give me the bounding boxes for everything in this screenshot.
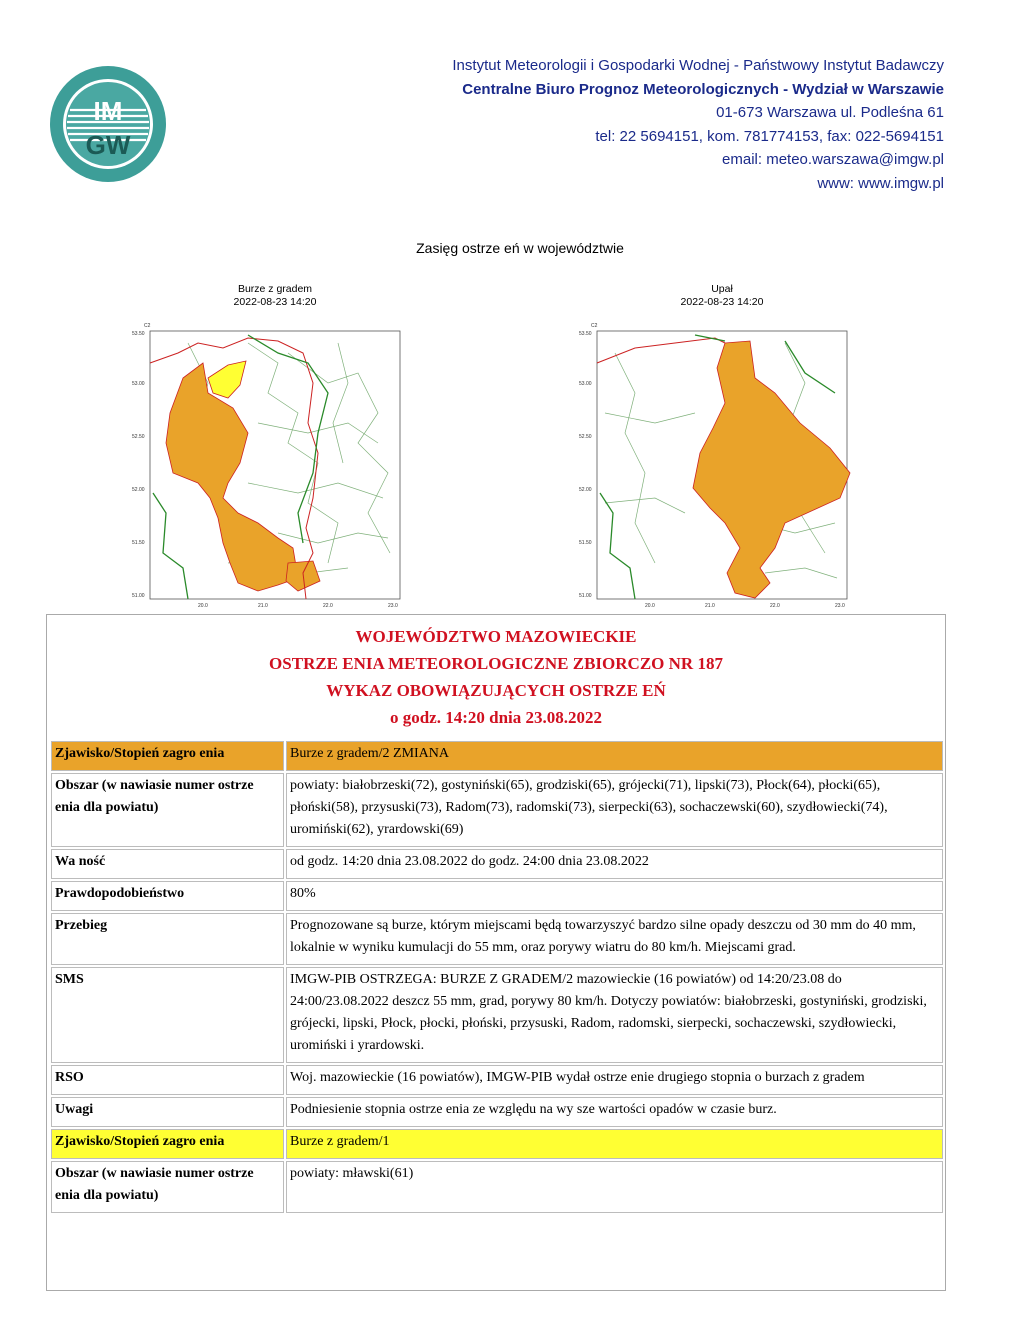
- svg-text:53.50: 53.50: [579, 331, 592, 337]
- svg-text:51.50: 51.50: [579, 540, 592, 546]
- svg-text:C2: C2: [591, 323, 598, 329]
- table-row: [51, 1097, 943, 1127]
- svg-text:C2: C2: [144, 323, 151, 329]
- svg-text:20.0: 20.0: [198, 603, 208, 609]
- website: www: www.imgw.pl: [817, 174, 944, 192]
- document-title: [47, 623, 945, 731]
- svg-text:53.00: 53.00: [132, 381, 145, 387]
- svg-text:22.0: 22.0: [770, 603, 780, 609]
- svg-text:23.0: 23.0: [388, 603, 398, 609]
- table-row: [51, 913, 943, 965]
- email: email: meteo.warszawa@imgw.pl: [722, 151, 944, 168]
- svg-text:51.00: 51.00: [132, 593, 145, 599]
- svg-text:21.0: 21.0: [705, 603, 715, 609]
- map-upal-graphic: [575, 323, 855, 613]
- svg-text:52.00: 52.00: [132, 487, 145, 493]
- table-row: [51, 1161, 943, 1213]
- table-row: [51, 967, 943, 1063]
- svg-text:51.00: 51.00: [579, 593, 592, 599]
- row-label: Obszar (w nawiasie numer ostrze enia dla powiatu): [51, 773, 284, 847]
- svg-text:53.00: 53.00: [579, 381, 592, 387]
- row-value: 80%: [286, 881, 943, 911]
- row-value: Prognozowane są burze, którym miejscami będą towarzyszyć bardzo silne opady deszczu od 30 mm do 40 mm, lokalnie w wyniku kumulacji do 55 mm, oraz porywy wiatru do 80 km/h. Miejscami grad.: [286, 913, 943, 965]
- address: 01-673 Warszawa ul. Podleśna 61: [716, 104, 944, 121]
- svg-text:52.50: 52.50: [579, 434, 592, 440]
- row-value: IMGW-PIB OSTRZEGA: BURZE Z GRADEM/2 mazowieckie (16 powiatów) od 14:20/23.08 do 24:00/23.08.2022 deszcz 55 mm, grad, porywy 80 km/h. Dotyczy powiatów: białobrzeski, gostyniński, grodziski, grójecki, lipski, Płock, płocki, płoński, przysuski, Radom, radomski, sierpecki, sochaczewski, szydłowiecki, uromiński i yrardowski.: [286, 967, 943, 1063]
- imgw-logo-graphic: [48, 64, 168, 184]
- svg-text:21.0: 21.0: [258, 603, 268, 609]
- svg-text:20.0: 20.0: [645, 603, 655, 609]
- svg-text:52.00: 52.00: [579, 487, 592, 493]
- svg-text:23.0: 23.0: [835, 603, 845, 609]
- title-line: o godz. 14:20 dnia 23.08.2022: [389, 708, 603, 727]
- row-value: od godz. 14:20 dnia 23.08.2022 do godz. 24:00 dnia 23.08.2022: [286, 849, 943, 879]
- map-title: Burze z gradem: [237, 283, 313, 295]
- institute-header: [452, 54, 944, 195]
- table-row: [51, 1065, 943, 1095]
- svg-text:52.50: 52.50: [132, 434, 145, 440]
- row-label: Zjawisko/Stopień zagro enia: [51, 1129, 284, 1159]
- row-label: Wa ność: [51, 849, 284, 879]
- row-value: powiaty: białobrzeski(72), gostyniński(65), grodziski(65), grójecki(71), lipski(73), Płock(64), płocki(65), płoński(58), przysuski(73), Radom(73), radomski(73), sierpecki(63), sochaczewski(60), szydłowiecki(74), uromiński(62), yrardowski(69): [286, 773, 943, 847]
- svg-text:51.50: 51.50: [132, 540, 145, 546]
- phone: tel: 22 5694151, kom. 781774153, fax: 022-5694151: [595, 127, 944, 145]
- table-row: [51, 741, 943, 771]
- row-value: Woj. mazowieckie (16 powiatów), IMGW-PIB wydał ostrze enie drugiego stopnia o burzach z gradem: [286, 1065, 943, 1095]
- row-label: RSO: [51, 1065, 284, 1095]
- svg-text:GW: GW: [85, 130, 131, 160]
- imgw-logo: [48, 64, 168, 184]
- map-title: Upał: [711, 283, 733, 295]
- bureau-name: Centralne Biuro Prognoz Meteorologicznych - Wydział w Warszawie: [462, 80, 944, 98]
- row-value: Podniesienie stopnia ostrze enia ze względu na wy sze wartości opadów w czasie burz.: [286, 1097, 943, 1127]
- svg-text:53.50: 53.50: [132, 331, 145, 337]
- row-value: Burze z gradem/2 ZMIANA: [286, 741, 943, 771]
- table-row: [51, 881, 943, 911]
- row-value: powiaty: mławski(61): [286, 1161, 943, 1213]
- map-upal: [575, 283, 855, 613]
- table-row: [51, 1129, 943, 1159]
- row-label: Uwagi: [51, 1097, 284, 1127]
- table-row: [51, 773, 943, 847]
- title-line: WYKAZ OBOWIĄZUJĄCYCH OSTRZE EŃ: [326, 681, 666, 700]
- svg-text:22.0: 22.0: [323, 603, 333, 609]
- row-label: Obszar (w nawiasie numer ostrze enia dla powiatu): [51, 1161, 284, 1213]
- row-label: Przebieg: [51, 913, 284, 965]
- warnings-document: [46, 614, 946, 1291]
- row-label: SMS: [51, 967, 284, 1063]
- svg-text:IM: IM: [93, 96, 123, 126]
- warnings-table: [49, 739, 945, 1215]
- title-line: OSTRZE ENIA METEOROLOGICZNE ZBIORCZO NR 187: [269, 654, 723, 673]
- maps-caption: Zasięg ostrze eń w województwie: [416, 240, 624, 256]
- map-burze: [128, 283, 408, 613]
- table-row: [51, 849, 943, 879]
- row-value: Burze z gradem/1: [286, 1129, 943, 1159]
- map-date: 2022-08-23 14:20: [233, 296, 317, 308]
- row-label: Zjawisko/Stopień zagro enia: [51, 741, 284, 771]
- title-line: WOJEWÓDZTWO MAZOWIECKIE: [355, 627, 637, 646]
- row-label: Prawdopodobieństwo: [51, 881, 284, 911]
- map-burze-graphic: [128, 323, 408, 613]
- map-date: 2022-08-23 14:20: [680, 296, 764, 308]
- institute-name: Instytut Meteorologii i Gospodarki Wodnej - Państwowy Instytut Badawczy: [452, 57, 944, 74]
